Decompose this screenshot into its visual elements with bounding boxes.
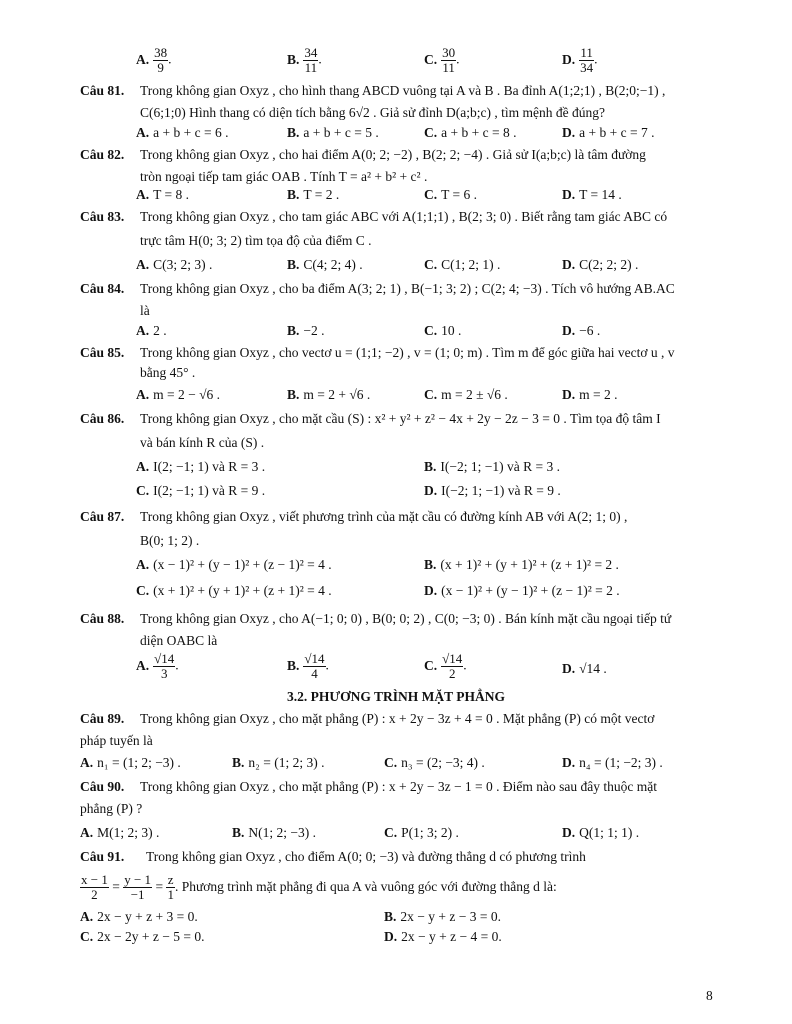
question-text: B(0; 1; 2) . — [140, 533, 200, 548]
option-d: D. 2x − y + z − 4 = 0. — [384, 929, 502, 944]
option-b: B. 2x − y + z − 3 = 0. — [384, 909, 501, 924]
option-c: C. m = 2 ± √6 . — [424, 387, 508, 402]
top-option-b: B. $\frac{34}{11}$ . — [287, 45, 322, 75]
option-c: C. 10 . — [424, 323, 462, 338]
option-a: A. I(2; −1; 1) và R = 3 . — [136, 459, 266, 474]
page-number: 8 — [706, 988, 713, 1003]
option-c: C. a + b + c = 8 . — [424, 125, 517, 140]
option-c: C. n₃ = (2; −3; 4) . — [384, 755, 485, 770]
option-b: B. C(4; 2; 4) . — [287, 257, 363, 272]
question-text: bằng 45° . — [140, 365, 196, 380]
option-b: B. N(1; 2; −3) . — [232, 825, 316, 840]
question-text: Trong không gian Oxyz , cho tam giác ABC với A(1;1;1) , B(2; 3; 0) . Biết rằng tam giác ABC có — [140, 209, 668, 224]
option-b: B. I(−2; 1; −1) và R = 3 . — [424, 459, 560, 474]
question-text: diện OABC là — [140, 633, 218, 648]
option-b: B. −2 . — [287, 323, 325, 338]
question-text: và bán kính R của (S) . — [140, 435, 265, 450]
fraction: $\frac{x - 1}{2}$ — [81, 872, 108, 903]
option-b: B. a + b + c = 5 . — [287, 125, 379, 140]
option-a: A. C(3; 2; 3) . — [136, 257, 213, 272]
option-b: B. (x + 1)² + (y + 1)² + (z + 1)² = 2 . — [424, 557, 619, 572]
option-c: C. C(1; 2; 1) . — [424, 257, 501, 272]
option-a: A. $\frac{√14}{3}$ . — [136, 651, 179, 681]
option-d: D. a + b + c = 7 . — [562, 125, 655, 140]
option-c: C. 2x − 2y + z − 5 = 0. — [80, 929, 205, 944]
question-label: Câu 81. — [80, 83, 125, 98]
question-text: Trong không gian Oxyz , cho mặt phẳng (P) : x + 2y − 3z − 1 = 0 . Điểm nào sau đây thuộc mặt — [140, 779, 658, 794]
option-d: D. I(−2; 1; −1) và R = 9 . — [424, 483, 561, 498]
question-text: pháp tuyến là — [80, 733, 153, 748]
question-text: Trong không gian Oxyz , cho vectơ u = (1;1; −2) , v = (1; 0; m) . Tìm m để góc giữa hai vectơ u , v — [140, 345, 675, 360]
option-c: C. T = 6 . — [424, 187, 477, 202]
question-label: Câu 85. — [80, 345, 125, 360]
option-c: C. $\frac{√14}{2}$ . — [424, 651, 467, 681]
question-text: Trong không gian Oxyz , cho hình thang ABCD vuông tại A và B . Ba đỉnh A(1;2;1) , B(2;0;−1) , — [140, 83, 666, 98]
line-equation: $\frac{x - 1}{2}$ = $\frac{y - 1}{-1}$ = $\frac{z}{1}$ . Phương trình mặt phẳng đi qua A và vuông góc với đường thẳng d là: — [81, 872, 557, 903]
question-text: Trong không gian Oxyz , cho mặt cầu (S) : x² + y² + z² − 4x + 2y − 2z − 3 = 0 . Tìm tọa độ tâm I — [140, 411, 661, 426]
option-b: B. $\frac{√14}{4}$ . — [287, 651, 329, 681]
question-text: trực tâm H(0; 3; 2) tìm tọa độ của điểm C . — [140, 233, 372, 248]
option-a: A. n₁ = (1; 2; −3) . — [80, 755, 181, 770]
question-label: Câu 89. — [80, 711, 125, 726]
question-text: Trong không gian Oxyz , cho ba điểm A(3; 2; 1) , B(−1; 3; 2) ; C(2; 4; −3) . Tích vô hướng AB.AC — [140, 281, 675, 296]
question-label: Câu 88. — [80, 611, 125, 626]
option-d: D. √14 . — [562, 661, 607, 676]
question-text: tròn ngoại tiếp tam giác OAB . Tính T = a² + b² + c² . — [140, 169, 428, 184]
option-d: D. (x − 1)² + (y − 1)² + (z − 1)² = 2 . — [424, 583, 620, 598]
question-label: Câu 87. — [80, 509, 125, 524]
question-text: Trong không gian Oxyz , viết phương trình của mặt cầu có đường kính AB với A(2; 1; 0) , — [140, 509, 628, 524]
option-a: A. (x − 1)² + (y − 1)² + (z − 1)² = 4 . — [136, 557, 332, 572]
question-label: Câu 84. — [80, 281, 125, 296]
question-text: C(6;1;0) Hình thang có diện tích bằng 6√2 . Giả sử đỉnh D(a;b;c) , tìm mệnh đề đúng? — [140, 105, 606, 120]
question-text: Trong không gian Oxyz , cho hai điểm A(0; 2; −2) , B(2; 2; −4) . Giả sử I(a;b;c) là tâm đường — [140, 147, 646, 162]
top-option-d: D. $\frac{11}{34}$ . — [562, 45, 598, 75]
option-a: A. M(1; 2; 3) . — [80, 825, 160, 840]
option-d: D. −6 . — [562, 323, 601, 338]
question-label: Câu 82. — [80, 147, 125, 162]
question-text: phẳng (P) ? — [80, 801, 143, 816]
option-d: D. C(2; 2; 2) . — [562, 257, 639, 272]
option-c: C. (x + 1)² + (y + 1)² + (z + 1)² = 4 . — [136, 583, 332, 598]
option-d: D. T = 14 . — [562, 187, 622, 202]
question-text: Trong không gian Oxyz , cho mặt phẳng (P) : x + 2y − 3z + 4 = 0 . Mặt phẳng (P) có một vectơ — [140, 711, 655, 726]
question-text: Trong không gian Oxyz , cho A(−1; 0; 0) , B(0; 0; 2) , C(0; −3; 0) . Bán kính mặt cầu ngoại tiếp tứ — [140, 611, 672, 626]
top-option-a: A. $\frac{38}{9}$ . — [136, 45, 172, 75]
question-label: Câu 86. — [80, 411, 125, 426]
top-option-c: C. $\frac{30}{11}$ . — [424, 45, 460, 75]
question-text: là — [140, 303, 150, 318]
fraction: $\frac{y - 1}{-1}$ — [124, 872, 152, 903]
section-title: 3.2. PHƯƠNG TRÌNH MẶT PHẲNG — [286, 689, 505, 704]
fraction: $\frac{z}{1}$ — [167, 872, 174, 903]
option-c: C. P(1; 3; 2) . — [384, 825, 459, 840]
question-label: Câu 90. — [80, 779, 125, 794]
option-a: A. a + b + c = 6 . — [136, 125, 229, 140]
option-a: A. T = 8 . — [136, 187, 189, 202]
option-a: A. m = 2 − √6 . — [136, 387, 221, 402]
option-d: D. Q(1; 1; 1) . — [562, 825, 640, 840]
option-d: D. n₄ = (1; −2; 3) . — [562, 755, 663, 770]
option-b: B. m = 2 + √6 . — [287, 387, 371, 402]
option-b: B. n₂ = (1; 2; 3) . — [232, 755, 325, 770]
question-label: Câu 83. — [80, 209, 125, 224]
question-label: Câu 91. — [80, 849, 125, 864]
option-c: C. I(2; −1; 1) và R = 9 . — [136, 483, 266, 498]
question-text: Trong không gian Oxyz , cho điểm A(0; 0; −3) và đường thẳng d có phương trình — [146, 849, 586, 864]
option-d: D. m = 2 . — [562, 387, 618, 402]
option-a: A. 2x − y + z + 3 = 0. — [80, 909, 198, 924]
option-b: B. T = 2 . — [287, 187, 340, 202]
option-a: A. 2 . — [136, 323, 167, 338]
